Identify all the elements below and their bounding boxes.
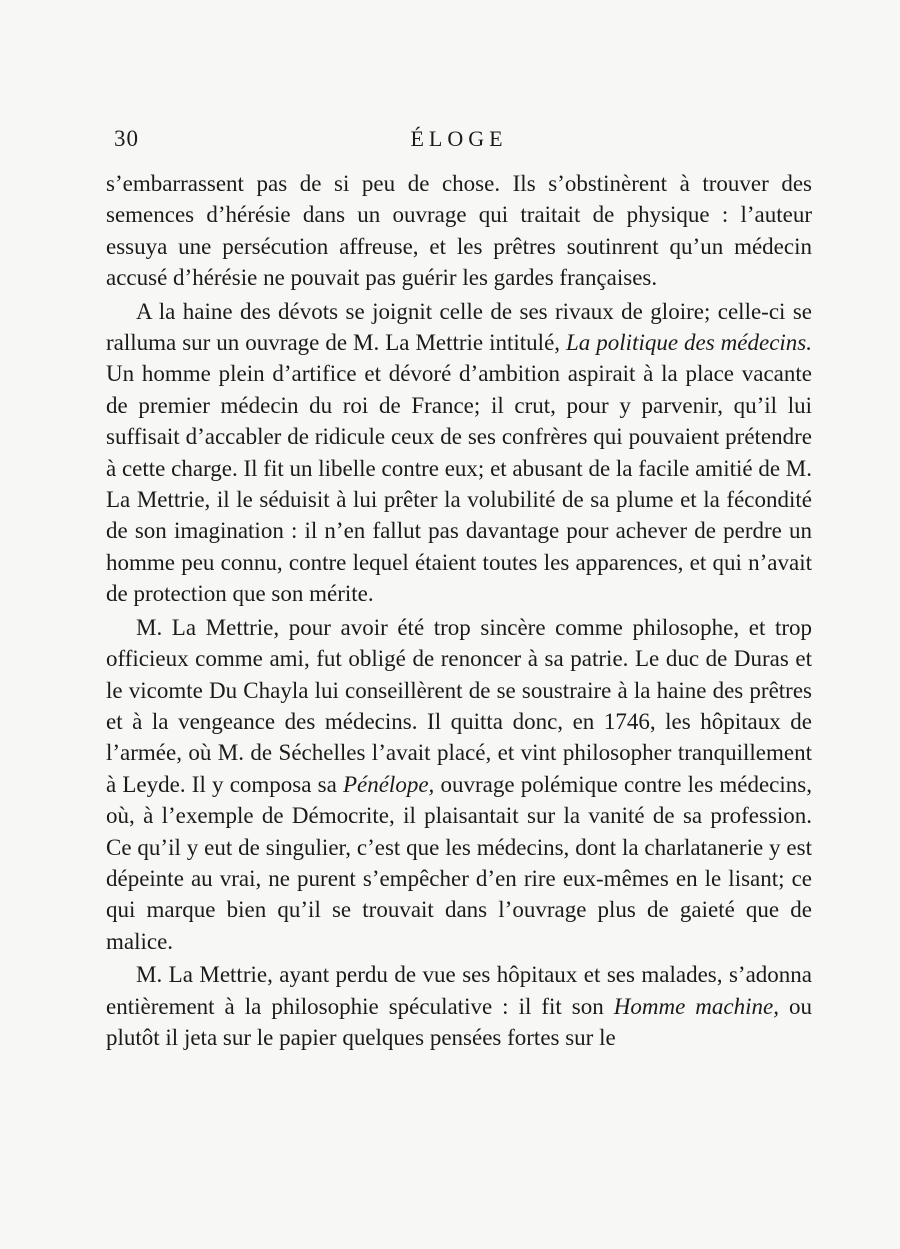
body-text: [106, 168, 812, 1053]
paragraph-text: A la haine des dévots se joignit celle de ses rivaux de gloire; celle-ci se ralluma sur un ouvrage de M. La Mettrie intitulé,: [106, 298, 812, 356]
book-title-italic: La politique des médecins.: [566, 330, 812, 356]
paragraph-text: ou plutôt il jeta sur le papier quelques pensées fortes sur le: [106, 993, 812, 1050]
book-title-italic: Homme machine,: [613, 993, 779, 1019]
paragraph-text: M. La Mettrie, ayant perdu de vue ses hôpitaux et ses malades, s’adonna entièrement à la philosophie spéculative : il fit son: [106, 962, 812, 1019]
paragraph-text: ouvrage polémique contre les médecins, où, à l’exemple de Démocrite, il plaisantait sur la vanité de sa profession. Ce qu’il y eut de singulier, c’est que les médecins, dont la charlatanerie y est dépeinte au vrai, ne purent s’empêcher d’en rire eux-mêmes en le lisant; ce qui marque bien qu’il se trouvait dans l’ouvrage plus de gaieté que de malice.: [106, 771, 812, 954]
paragraph-1: [106, 168, 812, 294]
paragraph-text: M. La Mettrie, pour avoir été trop sincère comme philosophe, et trop officieux comme ami, fut obligé de renoncer à sa patrie. Le duc de Duras et le vicomte Du Chayla lui conseillèrent de se soustraire à la haine des prêtres et à la vengeance des médecins. Il quitta donc, en 1746, les hôpitaux de l’armée, où M. de Séchelles l’avait placé, et vint philosopher tranquillement à Leyde. Il y composa sa: [106, 614, 812, 797]
paragraph-text: Un homme plein d’artifice et dévoré d’ambition aspirait à la place vacante de premier médecin du roi de France; il crut, pour y parvenir, qu’il lui suffisait d’accabler de ridicule ceux de ses confrères qui pouvaient prétendre à cette charge. Il fit un libelle contre eux; et abusant de la facile amitié de M. La Mettrie, il le séduisit à lui prêter la volubilité de sa plume et la fécondité de son imagination : il n’en fallut pas davantage pour achever de perdre un homme peu connu, contre lequel étaient toutes les apparences, et qui n’avait de protection que son mérite.: [106, 361, 812, 607]
page-number: 30: [114, 126, 139, 151]
running-title: ÉLOGE: [410, 126, 508, 151]
paragraph-2: [106, 296, 812, 610]
paragraph-4: [106, 959, 812, 1053]
paragraph-3: [106, 612, 812, 957]
page-header: [106, 122, 812, 158]
book-title-italic: Pénélope,: [342, 771, 435, 797]
paragraph-text: s’embarrassent pas de si peu de chose. Ils s’obstinèrent à trouver des semences d’hérésie dans un ouvrage qui traitait de physique : l’auteur essuya une persécution affreuse, et les prêtres soutinrent qu’un médecin accusé d’hérésie ne pouvait pas guérir les gardes françaises.: [106, 171, 812, 291]
